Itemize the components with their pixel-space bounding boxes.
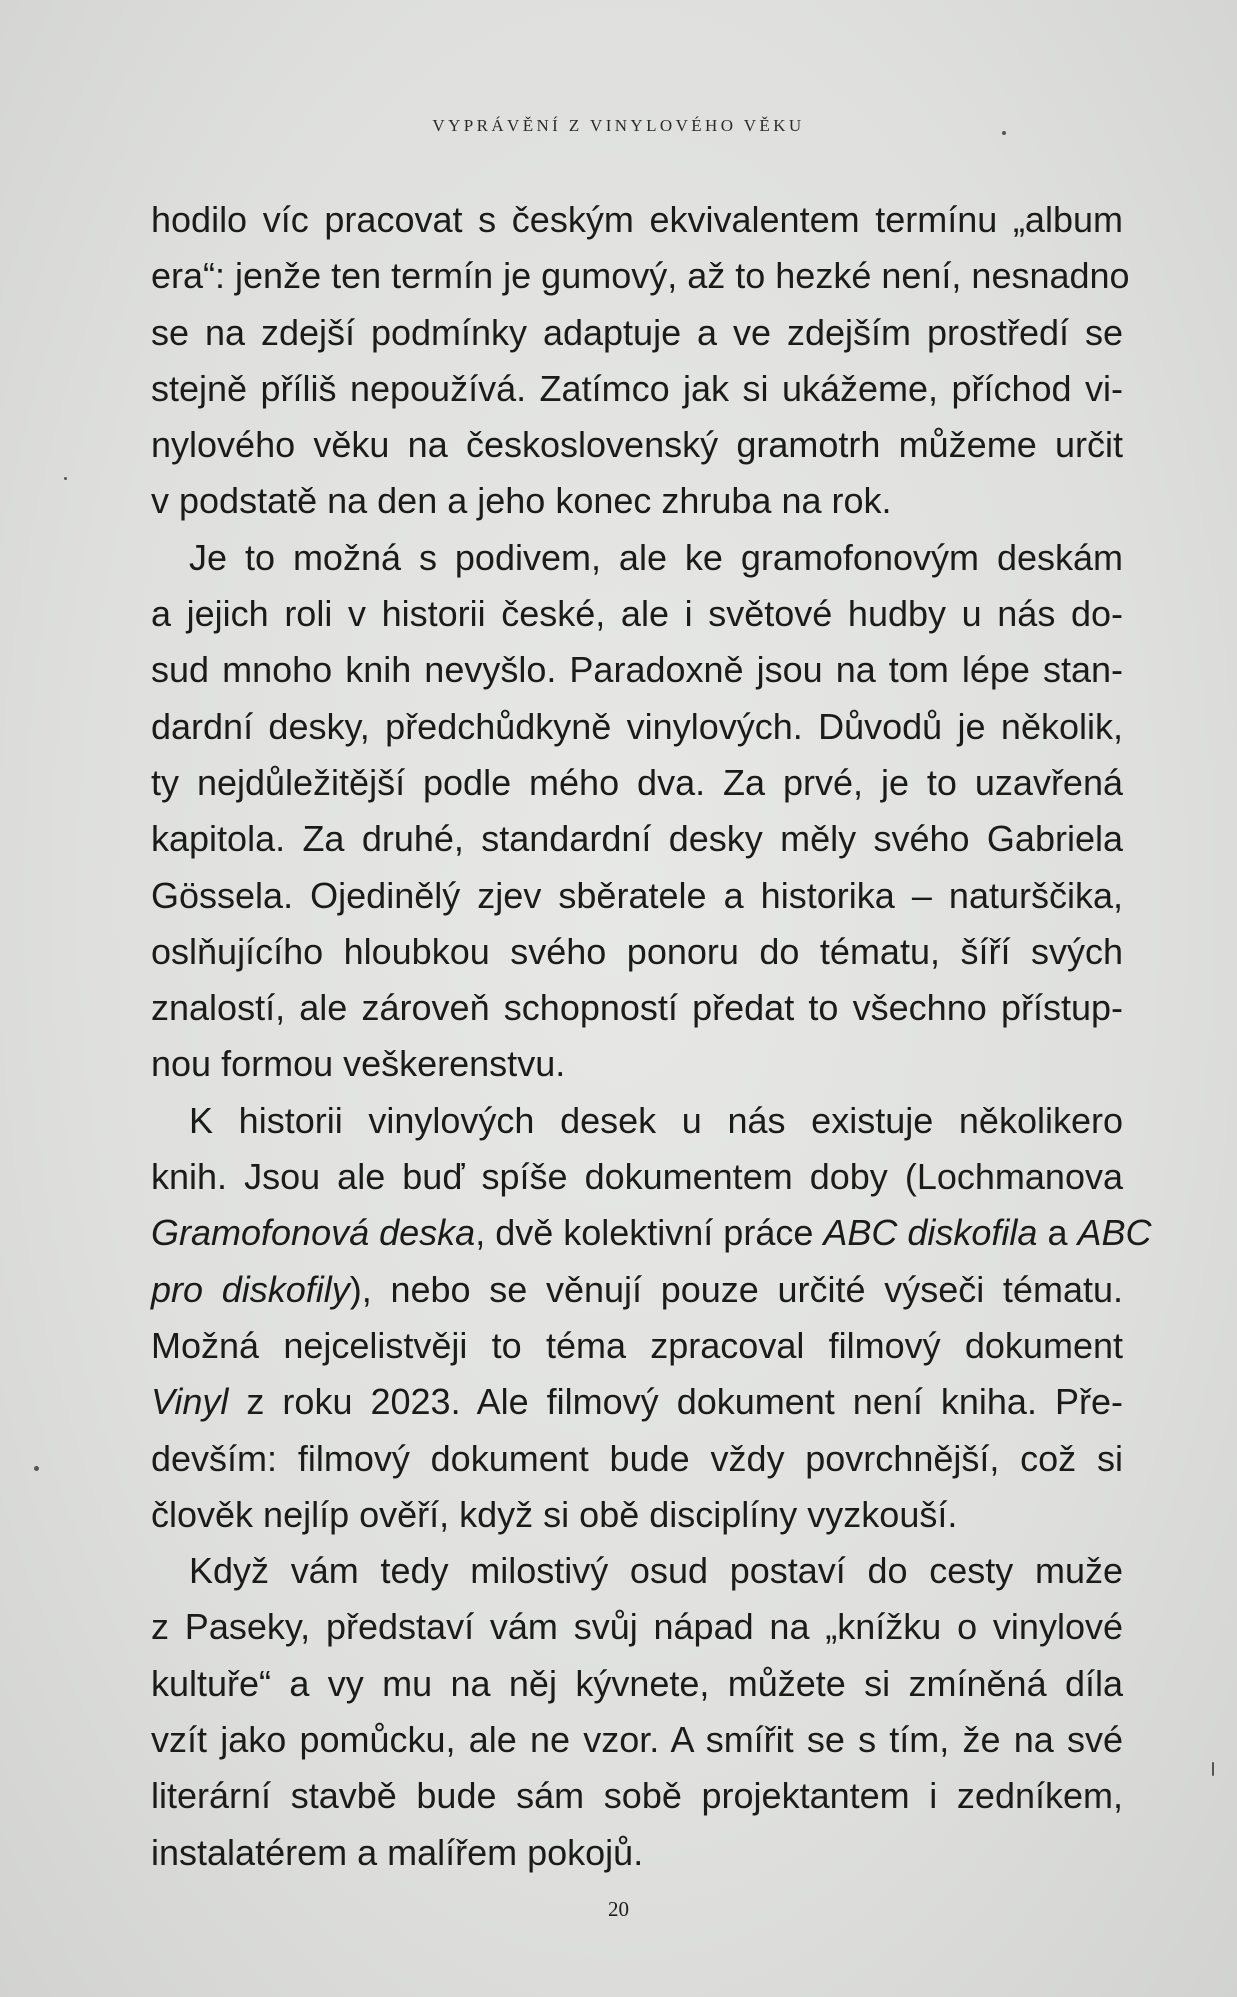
text-line [151,755,1123,811]
text-line [151,417,1123,473]
text-line [151,305,1123,361]
text-line [151,1712,1123,1768]
text-line [151,1036,1123,1092]
italic-title: Gramofonová deska [151,1212,476,1254]
paragraph [151,1093,1152,1543]
text-segment: ), nebo se věnují pouze určité výseči tématu. [349,1268,1123,1310]
text-segment: Když vám tedy milostivý osud postaví do cesty muže [189,1550,1123,1592]
dust-speck [64,477,67,480]
text-segment: kapitola. Za druhé, standardní desky měly svého Gabriela [151,818,1123,860]
text-line [151,1825,1123,1881]
text-line [151,1205,1152,1261]
text-segment: a jejich roli v historii české, ale i světové hudby u nás do- [151,593,1123,635]
text-line [151,811,1123,867]
text-line [151,642,1123,698]
text-segment: dardní desky, předchůdkyně vinylových. Důvodů je několik, [151,705,1123,747]
paragraph [151,192,1130,530]
text-segment: sud mnoho knih nevyšlo. Paradoxně jsou na tom lépe stan- [151,649,1123,691]
running-head: VYPRÁVĚNÍ Z VINYLOVÉHO VĚKU [432,116,805,135]
text-segment: v podstatě na den a jeho konec zhruba na rok. [151,480,892,522]
body-text [151,192,1152,1881]
text-segment: Gössela. Ojedinělý zjev sběratele a historika – naturščika, [151,874,1123,916]
text-segment: hodilo víc pracovat s českým ekvivalentem termínu „album [151,199,1123,240]
text-segment: z Paseky, představí vám svůj nápad na „knížku o vinylové [151,1606,1123,1648]
text-segment: nylového věku na československý gramotrh můžeme určit [151,424,1123,466]
text-line [151,1374,1123,1430]
text-segment: knih. Jsou ale buď spíše dokumentem doby (Lochmanova [151,1156,1123,1198]
italic-title: Vinyl [151,1381,229,1423]
text-line [151,192,1123,248]
text-segment: vzít jako pomůcku, ale ne vzor. A smířit se s tím, že na své [151,1719,1123,1761]
text-line [151,1768,1123,1824]
text-line [151,699,1123,755]
text-line [151,1599,1123,1655]
text-line [151,1093,1123,1149]
text-segment: K historii vinylových desek u nás existuje několikero [189,1099,1123,1141]
dust-speck [1002,131,1006,135]
text-segment: ty nejdůležitější podle mého dva. Za prvé, je to uzavřená [151,761,1123,803]
text-line [151,1656,1123,1712]
text-line [151,868,1123,924]
text-line [151,1487,1123,1543]
text-line [151,530,1123,586]
text-line [151,473,1123,529]
text-line [151,248,1130,304]
text-line [151,980,1123,1036]
text-segment: a [1037,1212,1078,1254]
text-line [151,924,1123,980]
text-line [151,586,1123,642]
text-segment: nou formou veškerenstvu. [151,1043,566,1085]
italic-title: ABC [1077,1212,1152,1254]
text-segment: instalatérem a malířem pokojů. [151,1831,644,1873]
text-segment: stejně příliš nepoužívá. Zatímco jak si ukážeme, příchod vi- [151,367,1123,409]
text-line [151,1431,1123,1487]
text-segment: Je to možná s podivem, ale ke gramofonovým deskám [189,536,1123,578]
dust-speck [34,1466,39,1471]
paragraph [151,530,1123,1093]
text-segment: znalostí, ale zároveň schopností předat to všechno přístup- [151,987,1123,1029]
paragraph [151,1543,1123,1881]
text-segment: literární stavbě bude sám sobě projektantem i zedníkem, [151,1775,1123,1817]
text-segment: , dvě kolektivní práce [475,1212,824,1254]
text-segment: devším: filmový dokument bude vždy povrchnější, což si [151,1437,1123,1479]
text-segment: člověk nejlíp ověří, když si obě disciplíny vyzkouší. [151,1493,958,1535]
dust-speck [1212,1762,1214,1776]
text-line [151,1262,1123,1318]
text-line [151,1543,1123,1599]
text-line [151,1318,1123,1374]
page-number: 20 [608,1897,629,1921]
text-segment: oslňujícího hloubkou svého ponoru do tématu, šíří svých [151,930,1123,972]
text-segment: se na zdejší podmínky adaptuje a ve zdejším prostředí se [151,311,1123,353]
italic-title: pro diskofily [151,1268,350,1310]
text-segment: Možná nejcelistvěji to téma zpracoval filmový dokument [151,1324,1123,1366]
text-segment: kultuře“ a vy mu na něj kývnete, můžete si zmíněná díla [151,1662,1123,1704]
text-line [151,1149,1123,1205]
text-segment: era“: jenže ten termín je gumový, až to hezké není, nesnadno [151,255,1130,297]
italic-title: ABC diskofila [823,1212,1038,1254]
text-segment: z roku 2023. Ale filmový dokument není kniha. Pře- [228,1381,1123,1423]
text-line [151,361,1123,417]
